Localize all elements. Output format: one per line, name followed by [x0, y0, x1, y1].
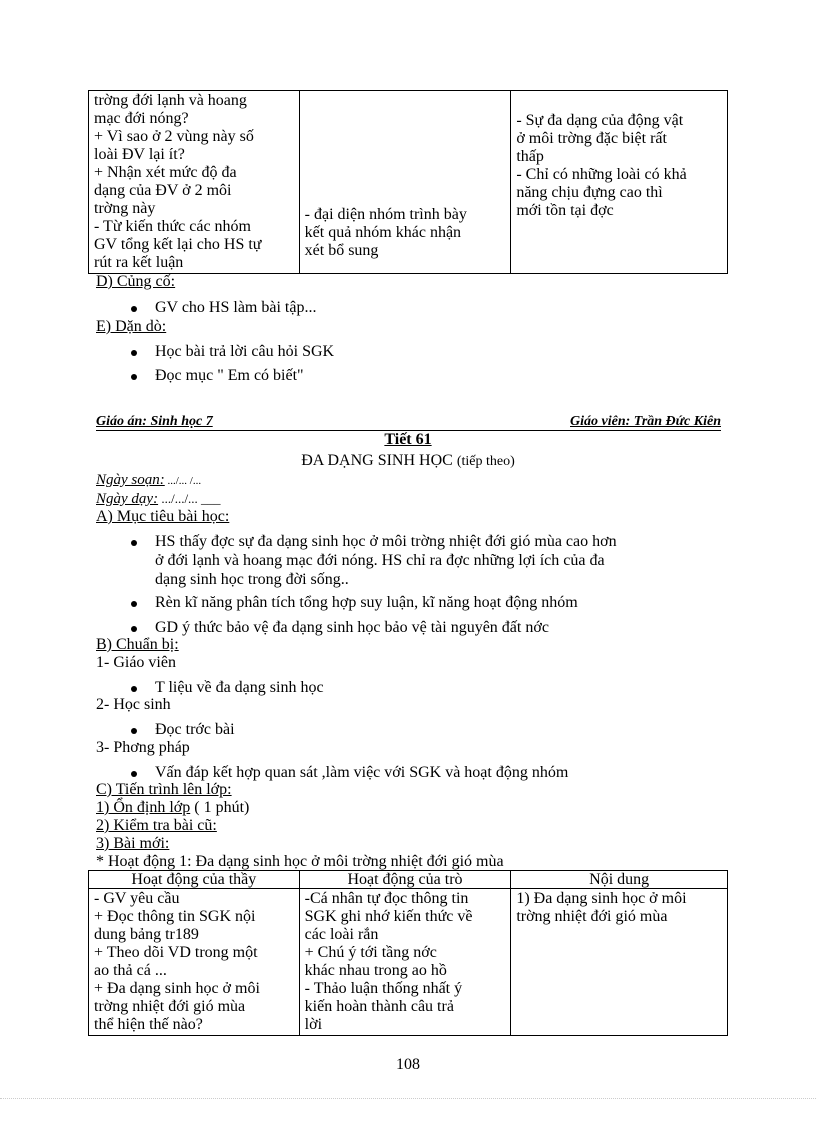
cell-line: trờng nhiệt đới gió mùa [94, 998, 246, 1015]
preparation-student: 2- Học sinh [96, 696, 171, 713]
cell-line: trờng đới lạnh và hoang [94, 92, 247, 109]
column-header: Nội dung [511, 871, 728, 889]
student-activity-cell [299, 91, 511, 274]
cell-line: xét bổ sung [304, 242, 379, 259]
cell-line: + Đa dạng sinh học ở môi [94, 980, 260, 997]
cell-line: + Chú ý tới tầng nớc [304, 944, 437, 961]
bullet-icon [131, 540, 137, 546]
cell-line: lời [304, 1016, 323, 1033]
continuation-table [88, 90, 728, 274]
preparation-teacher-item: T liệu về đa dạng sinh học [131, 678, 324, 697]
header-right: Giáo viên: Trần Đức Kiên [570, 414, 721, 429]
teacher-activity-cell [89, 889, 300, 1036]
lesson-title-suffix: (tiếp theo) [456, 454, 515, 469]
preparation-heading: B) Chuẩn bị: [96, 636, 179, 653]
activity-heading: * Hoạt động 1: Đa dạng sinh học ở môi trờng nhiệt đới gió mùa [96, 853, 504, 870]
date-prepared-value: .../... /... [164, 475, 202, 487]
cell-line: - Chỉ có những loài có khả [516, 166, 687, 183]
date-prepared [96, 472, 201, 490]
cell-line: ao thả cá ... [94, 962, 167, 979]
consolidation-item: GV cho HS làm bài tập... [131, 298, 316, 317]
preparation-teacher: 1- Giáo viên [96, 654, 176, 671]
cell-line: + Đọc thông tin SGK nội [94, 908, 256, 925]
cell-line: + Nhận xét mức độ đa [94, 164, 237, 181]
process-step3: 3) Bài mới: [96, 835, 170, 852]
cell-line: SGK ghi nhớ kiến thức về [304, 908, 473, 925]
cell-line: thấp [516, 148, 544, 165]
process-step1 [96, 799, 249, 817]
page-bottom-divider [0, 1098, 816, 1099]
lesson-number: Tiết 61 [384, 431, 432, 448]
teacher-activity-cell [89, 91, 300, 274]
process-step2: 2) Kiểm tra bài cũ: [96, 817, 217, 834]
page-number: 108 [396, 1056, 420, 1073]
cell-line: 1) Đa dạng sinh học ở môi [516, 890, 687, 907]
cell-line: mới tồn tại đợc [516, 202, 614, 219]
bullet-icon [131, 601, 137, 607]
cell-line: loài ĐV lại ít? [94, 146, 185, 163]
preparation-student-item: Đọc trớc bài [131, 720, 235, 739]
cell-line: - Từ kiến thức các nhóm [94, 218, 251, 235]
date-prepared-label: Ngày soạn: [96, 472, 165, 488]
content-cell [511, 91, 728, 274]
cell-line: - Sự đa dạng của động vật [516, 112, 684, 129]
preparation-method-item: Vấn đáp kết hợp quan sát ,làm việc với SGK và hoạt động nhóm [131, 763, 568, 782]
bullet-icon [131, 771, 137, 777]
preparation-method: 3- Phơng pháp [96, 739, 190, 756]
bullet-icon [131, 306, 137, 312]
cell-line: rút ra kết luận [94, 254, 184, 271]
date-taught-label: Ngày dạy: [96, 491, 159, 507]
cell-line: trờng nhiệt đới gió mùa [516, 908, 668, 925]
objective-item: GD ý thức bảo vệ đa dạng sinh học bảo vệ tài nguyên đất nớc [131, 618, 549, 637]
process-step1-rest: ( 1 phút) [190, 799, 250, 816]
bullet-icon [131, 350, 137, 356]
cell-line: -Cá nhân tự đọc thông tin [304, 890, 469, 907]
cell-line: dung bảng tr189 [94, 926, 199, 943]
student-activity-cell [299, 889, 511, 1036]
objectives-heading: A) Mục tiêu bài học: [96, 508, 230, 525]
bullet-icon [131, 686, 137, 692]
lesson-title-main: ĐA DẠNG SINH HỌC [301, 452, 453, 469]
cell-line: ở môi trờng đặc biệt rất [516, 130, 667, 147]
consolidation-heading: D) Củng cố: [96, 273, 176, 290]
cell-line: - đại diện nhóm trình bày [304, 206, 467, 223]
homework-item: Đọc mục " Em có biết" [131, 366, 304, 385]
activity-table [88, 870, 728, 1036]
cell-line: trờng này [94, 200, 156, 217]
date-taught-value: .../.../... ___ [158, 491, 221, 506]
process-step1-label: 1) Ổn định lớp [96, 799, 191, 816]
bullet-icon [131, 728, 137, 734]
cell-line: kiến hoàn thành câu trả [304, 998, 454, 1015]
cell-line: mạc đới nóng? [94, 110, 189, 127]
objective-item: HS thấy đợc sự đa dạng sinh học ở môi trờng nhiệt đới gió mùa cao hơn ở đới lạnh và hoang mạc đới nóng. HS chỉ ra đợc những lợi ích của đa dạng sinh học trong đời sống.. [131, 532, 617, 589]
cell-line: dạng của ĐV ở 2 môi [94, 182, 232, 199]
homework-heading: E) Dặn dò: [96, 318, 167, 335]
header-left: Giáo án: Sinh học 7 [96, 414, 213, 429]
cell-line: kết quả nhóm khác nhận [304, 224, 462, 241]
cell-line: - GV yêu cầu [94, 890, 180, 907]
cell-line: năng chịu đựng cao thì [516, 184, 663, 201]
cell-line: - Thảo luận thống nhất ý [304, 980, 463, 997]
date-taught [96, 490, 221, 508]
column-header: Hoạt động của trò [299, 871, 511, 889]
content-cell [511, 889, 728, 1036]
cell-line: thể hiện thế nào? [94, 1016, 203, 1033]
process-heading: C) Tiến trình lên lớp: [96, 781, 232, 798]
lesson-title [0, 452, 816, 470]
cell-line: + Vì sao ở 2 vùng này số [94, 128, 254, 145]
bullet-icon [131, 374, 137, 380]
cell-line: các loài rắn [304, 926, 379, 943]
cell-line: + Theo dõi VD trong một [94, 944, 258, 961]
column-header: Hoạt động của thầy [89, 871, 300, 889]
objective-item: Rèn kĩ năng phân tích tổng hợp suy luận, kĩ năng hoạt động nhóm [131, 593, 578, 612]
bullet-icon [131, 626, 137, 632]
homework-item: Học bài trả lời câu hỏi SGK [131, 342, 334, 361]
cell-line: khác nhau trong ao hồ [304, 962, 447, 979]
cell-line: GV tổng kết lại cho HS tự [94, 236, 262, 253]
